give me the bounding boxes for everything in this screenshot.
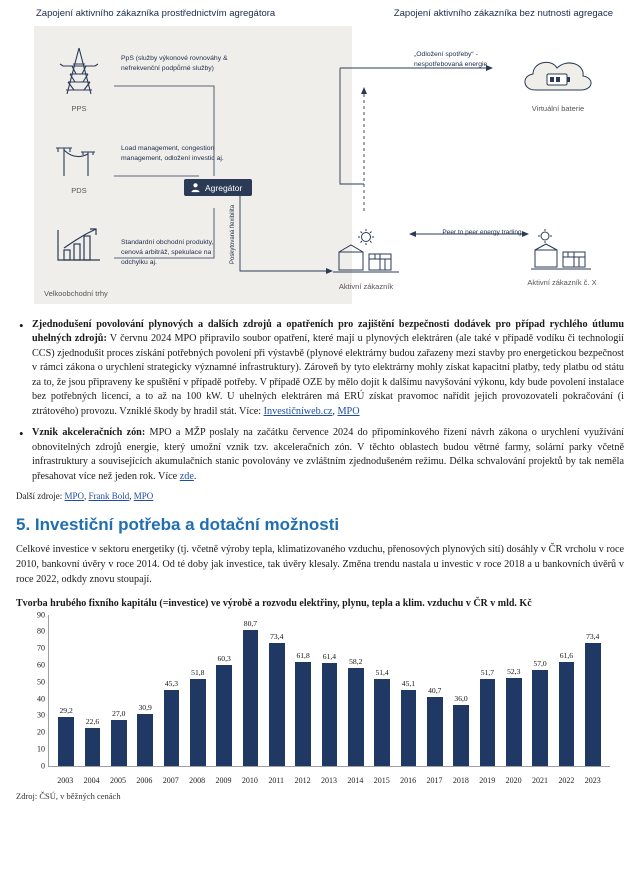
y-axis-tick: 60 bbox=[37, 660, 45, 670]
bar-value-label: 51,8 bbox=[191, 667, 205, 677]
y-axis-tick: 30 bbox=[37, 710, 45, 720]
bar-column bbox=[185, 615, 211, 766]
section-paragraph: Celkové investice v sektoru energetiky (tj. včetně výroby tepla, klimatizovaného vzduchu, přenosových plynových sítí) dosáhly v ČR vrcholu v roce 2010, bankovní úvěry v roce 2014. Od té doby jak investice, tak úvěry klesaly. Změna trendu nastala u investic v roce 2018 a u bankovních úvěrů v roce 2022, odkdy znovu stoupají. bbox=[16, 544, 624, 585]
bullet-lead: Zjednodušení povolování plynových a dalších zdrojů a opatřeních pro zajištění bezpečnosti dodávek pro případ rychlého útlumu uhelných zdrojů: bbox=[32, 319, 624, 345]
bullet-lead: Vznik akceleračních zón: bbox=[32, 427, 146, 439]
bar bbox=[453, 705, 469, 765]
x-axis-label: 2013 bbox=[320, 775, 337, 785]
pds-note: Load management, congestion management, odložení investic aj. bbox=[121, 145, 224, 162]
bar-value-label: 45,1 bbox=[401, 679, 416, 689]
y-axis-tick: 80 bbox=[37, 626, 45, 636]
user-icon bbox=[190, 182, 201, 193]
bar-value-label: 73,4 bbox=[270, 631, 284, 641]
chart-source: Zdroj: ČSÚ, v běžných cenách bbox=[16, 790, 121, 801]
right-diagram-arrows bbox=[336, 54, 616, 274]
x-axis-label: 2015 bbox=[373, 775, 390, 785]
chart-title: Tvorba hrubého fixního kapitálu (=investice) ve výrobě a rozvodu elektřiny, plynu, tepla a klim. vzduchu v ČR v mld. Kč bbox=[16, 597, 532, 609]
bar bbox=[295, 662, 311, 766]
bar bbox=[480, 679, 496, 766]
y-axis-tick: 0 bbox=[41, 761, 45, 771]
further-sources-line: Další zdroje: MPO, Frank Bold, MPO bbox=[16, 491, 154, 502]
investment-bar-chart bbox=[16, 611, 616, 789]
bar-column bbox=[501, 615, 527, 766]
bar bbox=[58, 717, 74, 766]
bar-value-label: 57,0 bbox=[533, 659, 547, 669]
x-axis-label: 2007 bbox=[162, 775, 179, 785]
bar-value-label: 22,6 bbox=[85, 716, 100, 726]
x-axis-label: 2021 bbox=[531, 775, 548, 785]
shift-consumption-note: „Odložení spotřeby“ - nespotřebovaná energie bbox=[414, 51, 488, 68]
active-customer-caption: Aktivní zákazník bbox=[338, 282, 394, 291]
bar bbox=[506, 678, 522, 766]
bullet-list bbox=[16, 318, 624, 484]
wholesale-market-label: Velkoobchodní trhy bbox=[44, 289, 108, 298]
bar-column bbox=[343, 615, 369, 766]
diagram-titles bbox=[16, 6, 624, 23]
bar-column bbox=[53, 615, 79, 766]
bar-value-label: 58,2 bbox=[349, 657, 363, 667]
x-axis-label: 2006 bbox=[136, 775, 153, 785]
x-axis-label: 2003 bbox=[57, 775, 74, 785]
section-heading bbox=[16, 515, 624, 535]
bar-value-label: 52,3 bbox=[507, 666, 521, 676]
bar bbox=[374, 679, 390, 765]
x-axis-label: 2005 bbox=[109, 775, 126, 785]
bar bbox=[111, 720, 127, 765]
source-link-frankbold[interactable]: Frank Bold bbox=[88, 491, 130, 502]
bar-column bbox=[369, 615, 395, 766]
bar-value-label: 80,7 bbox=[243, 619, 258, 629]
flexibility-vertical-label: Poskytovaná flexibilita bbox=[230, 204, 236, 264]
x-axis-label: 2022 bbox=[558, 775, 575, 785]
bar-column bbox=[79, 615, 105, 766]
pps-note: PpS (služby výkonové rovnováhy & nefrekvenční podpůrné služby) bbox=[121, 55, 228, 72]
diagram-title-right: Zapojení aktivního zákazníka bez nutnosti agregace bbox=[393, 8, 613, 19]
x-axis-label: 2020 bbox=[505, 775, 522, 785]
chart-bars bbox=[49, 615, 610, 766]
bar-column bbox=[211, 615, 237, 766]
bar bbox=[427, 697, 443, 765]
x-axis-label: 2023 bbox=[584, 775, 601, 785]
bar bbox=[532, 670, 548, 766]
bar-value-label: 60,3 bbox=[217, 653, 231, 663]
x-axis-label: 2009 bbox=[215, 775, 232, 785]
diagram-title-left: Zapojení aktivního zákazníka prostřednictvím agregátora bbox=[36, 8, 276, 19]
bar-column bbox=[316, 615, 342, 766]
bar-column bbox=[422, 615, 448, 766]
bar bbox=[348, 668, 364, 766]
chart-plot-area bbox=[37, 610, 610, 771]
bar bbox=[216, 665, 232, 766]
section-number: 5. bbox=[16, 515, 31, 535]
x-axis-label: 2014 bbox=[347, 775, 364, 785]
bar bbox=[85, 728, 101, 766]
bar bbox=[190, 679, 206, 766]
bar-column bbox=[237, 615, 263, 766]
y-axis-tick: 50 bbox=[37, 677, 45, 687]
section-title: Investiční potřeba a dotační možnosti bbox=[34, 515, 340, 535]
bar-column bbox=[553, 615, 579, 766]
bar-value-label: 36,0 bbox=[454, 694, 468, 704]
bar bbox=[164, 690, 180, 766]
link-mpo[interactable]: MPO bbox=[337, 405, 360, 417]
bullet-item bbox=[16, 426, 624, 484]
bar-value-label: 30,9 bbox=[138, 702, 152, 712]
x-axis-label: 2016 bbox=[400, 775, 417, 785]
further-sources-prefix: Další zdroje: bbox=[16, 491, 65, 502]
bar-value-label: 61,8 bbox=[296, 651, 310, 660]
bar-value-label: 40,7 bbox=[428, 686, 442, 696]
bar-column bbox=[158, 615, 184, 766]
y-axis-tick: 20 bbox=[37, 727, 45, 737]
chart-x-axis-labels bbox=[48, 776, 610, 785]
bullet-body-after: , bbox=[332, 405, 338, 417]
pps-caption: PPS bbox=[71, 104, 87, 113]
bar bbox=[401, 690, 417, 766]
bar bbox=[559, 662, 575, 765]
active-customer-x-caption: Aktivní zákazník č. X bbox=[527, 278, 597, 287]
y-axis-tick: 40 bbox=[37, 694, 45, 704]
bar-column bbox=[290, 615, 316, 766]
bar-column bbox=[132, 615, 158, 766]
bullet-body: V červnu 2024 MPO připravilo soubor opatření, které mají u plynových elektráren (ale také v případě vodíku či technologií CCS) zjednodušit proces získání potřebných povolení při výstavbě (plynové elektrárny budou zařazeny mezi stavby pro energetickou bezpečnost v rámci zákona o urychlení strategicky významné infrastruktury). Zároveň by tyto elektrárny mohly získat kapacitní platby, tedy platbu od státu za to, že jsou připraveny ke spuštění v případě potřeby. V případě OZE by mělo dojít k dalšímu navyšování výkonu, kdy bude povolení instalace bez potřebných licencí, a to až na 100 kW. U uhelných elektráren má ERÚ získat pravomoc nařídit jejich provozovateli pokračování (i ztrátového) provozu. Vzniklé škody by hradil stát. Více: bbox=[32, 333, 624, 417]
market-note: Standardní obchodní produkty, cenová arbitráž, spekulace na odchylku aj. bbox=[121, 239, 214, 266]
bar-column bbox=[580, 615, 606, 766]
aggregator-label: Agregátor bbox=[205, 182, 243, 193]
bar-column bbox=[527, 615, 553, 766]
bar-column bbox=[264, 615, 290, 766]
x-axis-label: 2017 bbox=[426, 775, 443, 785]
bar-column bbox=[395, 615, 421, 766]
x-axis-label: 2010 bbox=[241, 775, 258, 785]
y-axis-tick: 10 bbox=[37, 744, 45, 754]
x-axis-label: 2008 bbox=[189, 775, 206, 785]
bullet-body-after: . bbox=[193, 470, 197, 482]
bar-value-label: 73,4 bbox=[586, 631, 600, 641]
source-link-mpo-1[interactable]: MPO bbox=[64, 491, 85, 502]
p2p-note: Peer to peer energy trading bbox=[442, 229, 522, 236]
pds-caption: PDS bbox=[71, 186, 87, 195]
link-zde[interactable]: zde bbox=[179, 470, 194, 482]
diagram-figure bbox=[16, 6, 624, 314]
bar bbox=[137, 714, 153, 766]
bar bbox=[269, 643, 285, 766]
y-axis-tick: 70 bbox=[37, 643, 45, 653]
x-axis-label: 2011 bbox=[268, 775, 285, 785]
x-axis-label: 2004 bbox=[83, 775, 100, 785]
source-link-mpo-2[interactable]: MPO bbox=[133, 491, 154, 502]
bar-value-label: 61,4 bbox=[322, 651, 337, 661]
bar-column bbox=[106, 615, 132, 766]
x-axis-label: 2012 bbox=[294, 775, 311, 785]
x-axis-label: 2018 bbox=[452, 775, 469, 785]
bullet-item bbox=[16, 318, 624, 419]
bar bbox=[243, 630, 259, 765]
bar-value-label: 45,3 bbox=[164, 678, 179, 688]
bar bbox=[322, 663, 338, 766]
bar-value-label: 51,7 bbox=[480, 667, 495, 677]
bullet-body: MPO a MŽP poslaly na začátku července 2024 do připomínkového řízení návrh zákona o urychlení využívání obnovitelných zdrojů energie, který umožní vznik tzv. akceleračních zón. V těchto oblastech budou větrné farmy, solární parky včetně infrastruktury a souvisejících akumulačních stanic povolovány ve zvláštním zjednodušeném režimu. Délka schvalování projektů by tak neměla přesahovat více než jeden rok. Více bbox=[32, 427, 624, 482]
bar-value-label: 29,2 bbox=[59, 705, 73, 715]
link-investicniweb[interactable]: Investičníweb.cz bbox=[263, 405, 333, 417]
bar-value-label: 51,4 bbox=[375, 668, 389, 678]
bar-column bbox=[474, 615, 500, 766]
bar bbox=[585, 643, 601, 766]
virtual-battery-caption: Virtuální baterie bbox=[531, 104, 585, 113]
y-axis-tick: 90 bbox=[37, 610, 45, 620]
x-axis-label: 2019 bbox=[479, 775, 496, 785]
bar-value-label: 61,6 bbox=[559, 651, 574, 661]
bar-value-label: 27,0 bbox=[112, 709, 126, 719]
bar-column bbox=[448, 615, 474, 766]
